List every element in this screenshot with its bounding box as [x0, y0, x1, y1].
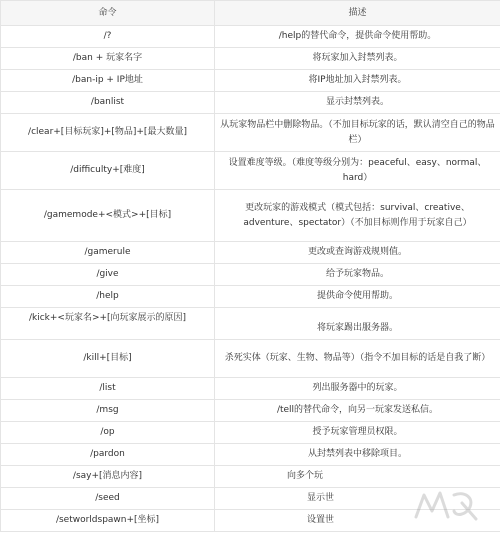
description-cell: 授予玩家管理员权限。 [215, 422, 500, 444]
command-cell: /ban + 玩家名字 [1, 48, 215, 70]
description-cell: 杀死实体（玩家、生物、物品等）（指令不加目标的话是自我了断） [215, 340, 500, 378]
table-row [1, 190, 500, 242]
command-cell: /ban-ip + IP地址 [1, 70, 215, 92]
command-cell: /? [1, 26, 215, 48]
command-cell: /banlist [1, 92, 215, 114]
table-row [1, 26, 500, 48]
table-row [1, 152, 500, 190]
command-cell: /give [1, 264, 215, 286]
command-cell: /gamerule [1, 242, 215, 264]
command-cell: /setworldspawn+[坐标] [1, 510, 215, 532]
table-row [1, 70, 500, 92]
description-cell: 从封禁列表中移除项目。 [215, 444, 500, 466]
command-cell: /difficulty+[难度] [1, 152, 215, 190]
description-cell: 设置世 [215, 510, 500, 532]
column-header-description: 描述 [215, 1, 500, 26]
description-cell: 提供命令使用帮助。 [215, 286, 500, 308]
command-cell: /op [1, 422, 215, 444]
command-cell: /kick+<玩家名>+[向玩家展示的原因] [1, 308, 215, 340]
description-cell: 将玩家加入封禁列表。 [215, 48, 500, 70]
description-cell: 显示世 [215, 488, 500, 510]
description-cell: 更改或查询游戏规则值。 [215, 242, 500, 264]
command-cell: /gamemode+<模式>+[目标] [1, 190, 215, 242]
description-cell: 设置难度等级。（难度等级分别为：peaceful、easy、normal、hard） [215, 152, 500, 190]
table-row [1, 242, 500, 264]
description-cell: 向多个玩 [215, 466, 500, 488]
description-cell: 给予玩家物品。 [215, 264, 500, 286]
description-cell: 列出服务器中的玩家。 [215, 378, 500, 400]
command-cell: /kill+[目标] [1, 340, 215, 378]
command-cell: /clear+[目标玩家]+[物品]+[最大数量] [1, 114, 215, 152]
description-cell: 将玩家踢出服务器。 [215, 308, 500, 340]
table-row [1, 400, 500, 422]
description-cell: 显示封禁列表。 [215, 92, 500, 114]
command-cell: /say+[消息内容] [1, 466, 215, 488]
command-cell: /pardon [1, 444, 215, 466]
table-row [1, 264, 500, 286]
column-header-command: 命令 [1, 1, 215, 26]
command-cell: /list [1, 378, 215, 400]
table-row [1, 286, 500, 308]
game-logo-watermark-icon [410, 485, 482, 525]
table-row [1, 308, 500, 340]
table-row [1, 92, 500, 114]
command-cell: /help [1, 286, 215, 308]
table-row [1, 378, 500, 400]
description-cell: 将IP地址加入封禁列表。 [215, 70, 500, 92]
table-header-row [1, 1, 500, 26]
command-cell: /msg [1, 400, 215, 422]
description-cell: 更改玩家的游戏模式（模式包括：survival、creative、adventure、spectator）（不加目标则作用于玩家自己） [215, 190, 500, 242]
table-row [1, 114, 500, 152]
table-row [1, 340, 500, 378]
description-cell: 从玩家物品栏中删除物品。（不加目标玩家的话，默认清空自己的物品栏） [215, 114, 500, 152]
table-row [1, 48, 500, 70]
table-row [1, 444, 500, 466]
description-cell: /tell的替代命令，向另一玩家发送私信。 [215, 400, 500, 422]
table-row [1, 422, 500, 444]
command-cell: /seed [1, 488, 215, 510]
description-cell: /help的替代命令，提供命令使用帮助。 [215, 26, 500, 48]
